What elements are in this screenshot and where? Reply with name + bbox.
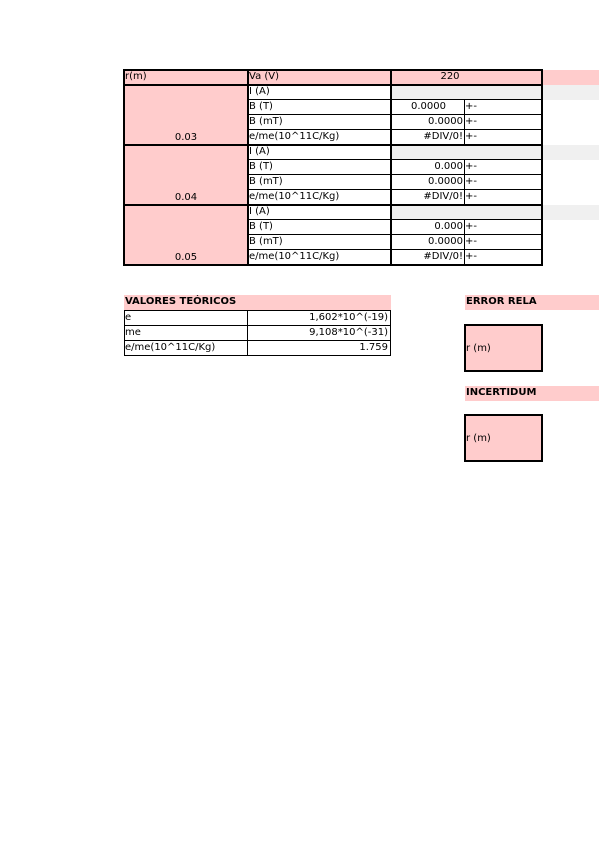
table-border xyxy=(247,310,248,356)
value-cell[interactable]: 0.0000 xyxy=(428,116,463,127)
table-border xyxy=(248,219,542,220)
theoretical-row-label: e xyxy=(125,312,132,323)
value-cell[interactable]: 0.0000 xyxy=(411,101,446,112)
table-border xyxy=(124,69,542,71)
r-header-cell[interactable] xyxy=(124,70,248,85)
uncertainty-box-label: r (m) xyxy=(466,433,491,444)
r-value-group-1: 0.03 xyxy=(174,132,198,143)
table-border xyxy=(248,234,542,235)
table-border xyxy=(124,144,542,146)
value-cell[interactable]: 0.000 xyxy=(434,221,463,232)
table-border xyxy=(390,310,391,356)
pm-cell: +- xyxy=(465,221,477,232)
theoretical-title: VALORES TEÓRICOS xyxy=(124,295,391,310)
theoretical-row-value[interactable]: 9,108*10^(-31) xyxy=(309,327,388,338)
table-border xyxy=(248,189,542,190)
error-title: ERROR RELA xyxy=(465,295,599,310)
theoretical-row-label: e/me(10^11C/Kg) xyxy=(125,342,216,353)
table-border xyxy=(390,69,392,266)
table-border xyxy=(464,99,465,145)
pm-cell: +- xyxy=(465,116,477,127)
row-label: B (mT) xyxy=(249,236,283,247)
table-border xyxy=(124,355,391,356)
row-label: e/me(10^11C/Kg) xyxy=(249,131,340,142)
value-cell[interactable]: 0.0000 xyxy=(428,176,463,187)
row-label: I (A) xyxy=(249,206,270,217)
theoretical-row-value[interactable]: 1.759 xyxy=(359,342,388,353)
table-border xyxy=(248,99,542,100)
pm-cell: +- xyxy=(465,161,477,172)
pm-cell: +- xyxy=(465,131,477,142)
row-label: I (A) xyxy=(249,146,270,157)
va-value: 220 xyxy=(440,71,460,82)
current-input-cell[interactable] xyxy=(391,145,599,160)
uncertainty-box[interactable] xyxy=(464,414,543,462)
value-cell[interactable]: #DIV/0! xyxy=(423,131,463,142)
table-border xyxy=(541,69,543,266)
value-cell[interactable]: 0.000 xyxy=(434,161,463,172)
theoretical-row-value[interactable]: 1,602*10^(-19) xyxy=(309,312,388,323)
table-border xyxy=(248,129,542,130)
r-cell-group-3[interactable] xyxy=(124,205,248,265)
table-border xyxy=(123,69,125,266)
table-border xyxy=(124,84,542,86)
pm-cell: +- xyxy=(465,176,477,187)
r-value-group-2: 0.04 xyxy=(174,192,198,203)
error-box-label: r (m) xyxy=(466,343,491,354)
row-label: B (T) xyxy=(249,101,273,112)
table-border xyxy=(124,325,391,326)
table-border xyxy=(124,204,542,206)
pm-cell: +- xyxy=(465,191,477,202)
row-label: I (A) xyxy=(249,86,270,97)
table-border xyxy=(248,174,542,175)
r-value-group-3: 0.05 xyxy=(174,252,198,263)
r-header-label: r(m) xyxy=(125,71,147,82)
pm-cell: +- xyxy=(465,236,477,247)
value-cell[interactable]: #DIV/0! xyxy=(423,191,463,202)
table-border xyxy=(124,340,391,341)
table-border xyxy=(247,69,249,266)
current-input-cell[interactable] xyxy=(391,85,599,100)
table-border xyxy=(248,249,542,250)
row-label: B (T) xyxy=(249,161,273,172)
current-input-cell[interactable] xyxy=(391,205,599,220)
uncertainty-title: INCERTIDUM xyxy=(465,386,599,401)
va-value-cell[interactable] xyxy=(391,70,599,85)
table-border xyxy=(124,264,542,266)
va-header-label: Va (V) xyxy=(249,71,280,82)
table-border xyxy=(248,114,542,115)
table-border xyxy=(124,310,125,356)
pm-cell: +- xyxy=(465,101,477,112)
error-box[interactable] xyxy=(464,324,543,372)
va-header-cell[interactable] xyxy=(248,70,391,85)
table-border xyxy=(464,159,465,205)
row-label: B (mT) xyxy=(249,116,283,127)
value-cell[interactable]: #DIV/0! xyxy=(423,251,463,262)
row-label: e/me(10^11C/Kg) xyxy=(249,191,340,202)
row-label: B (T) xyxy=(249,221,273,232)
table-border xyxy=(124,310,391,311)
pm-cell: +- xyxy=(465,251,477,262)
value-cell[interactable]: 0.0000 xyxy=(428,236,463,247)
row-label: e/me(10^11C/Kg) xyxy=(249,251,340,262)
table-border xyxy=(464,219,465,265)
row-label: B (mT) xyxy=(249,176,283,187)
table-border xyxy=(248,159,542,160)
r-cell-group-1[interactable] xyxy=(124,85,248,145)
r-cell-group-2[interactable] xyxy=(124,145,248,205)
theoretical-row-label: me xyxy=(125,327,141,338)
